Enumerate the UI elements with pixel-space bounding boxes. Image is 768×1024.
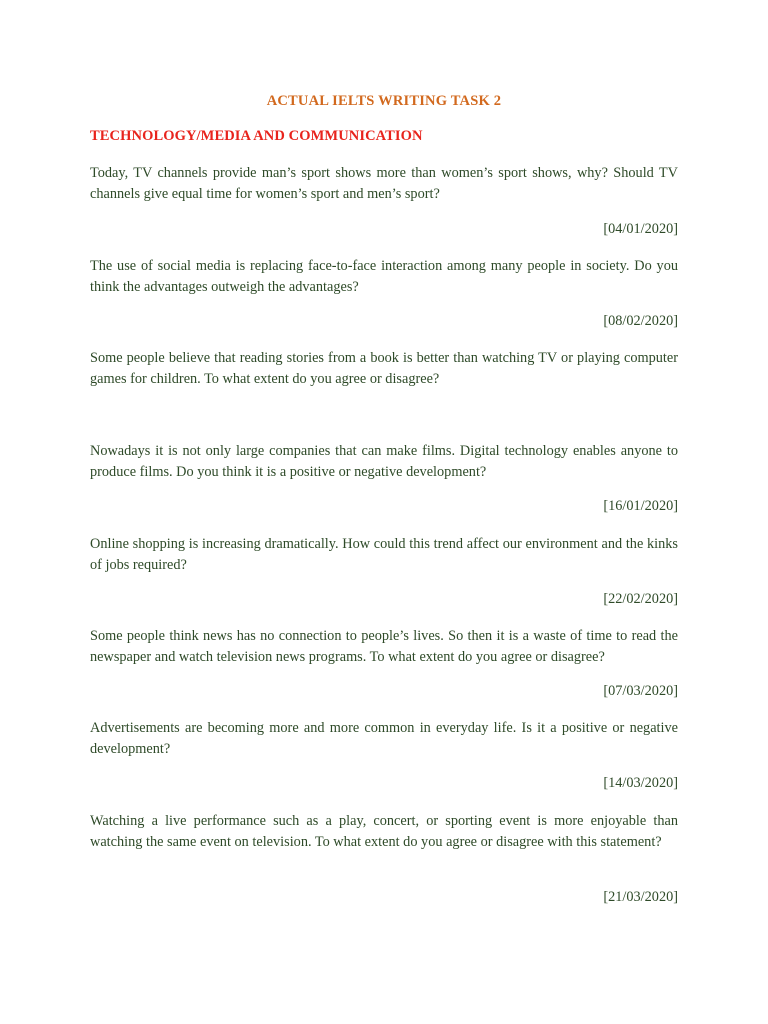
- question-date: [04/01/2020]: [603, 221, 678, 237]
- question-text: Some people believe that reading stories from a book is better than watching TV or playing computer games for children. To what extent do you agree or disagree?: [90, 350, 678, 387]
- question-date: [22/02/2020]: [603, 591, 678, 607]
- question-date: [21/03/2020]: [603, 889, 678, 905]
- question-date: [07/03/2020]: [603, 683, 678, 699]
- question-text: Nowadays it is not only large companies that can make films. Digital technology enables anyone to produce films. Do you think it is a positive or negative development?: [90, 443, 678, 480]
- question-text: The use of social media is replacing face-to-face interaction among many people in society. Do you think the advantages outweigh the advantages?: [90, 258, 678, 295]
- question-text: Some people think news has no connection to people’s lives. So then it is a waste of time to read the newspaper and watch television news programs. To what extent do you agree or disagree?: [90, 628, 678, 665]
- question-date: [14/03/2020]: [603, 775, 678, 791]
- question-date: [16/01/2020]: [603, 498, 678, 514]
- question-text: Watching a live performance such as a play, concert, or sporting event is more enjoyable than watching the same event on television. To what extent do you agree or disagree with this statement?: [90, 813, 678, 850]
- question-date: [08/02/2020]: [603, 313, 678, 329]
- question-text: Today, TV channels provide man’s sport shows more than women’s sport shows, why? Should TV channels give equal time for women’s sport and men’s sport?: [90, 165, 678, 202]
- question-text: Online shopping is increasing dramatically. How could this trend affect our environment and the kinks of jobs required?: [90, 536, 678, 573]
- question-text: Advertisements are becoming more and more common in everyday life. Is it a positive or negative development?: [90, 720, 678, 757]
- section-heading: TECHNOLOGY/MEDIA AND COMMUNICATION: [90, 128, 423, 144]
- document-title: ACTUAL IELTS WRITING TASK 2: [266, 93, 502, 109]
